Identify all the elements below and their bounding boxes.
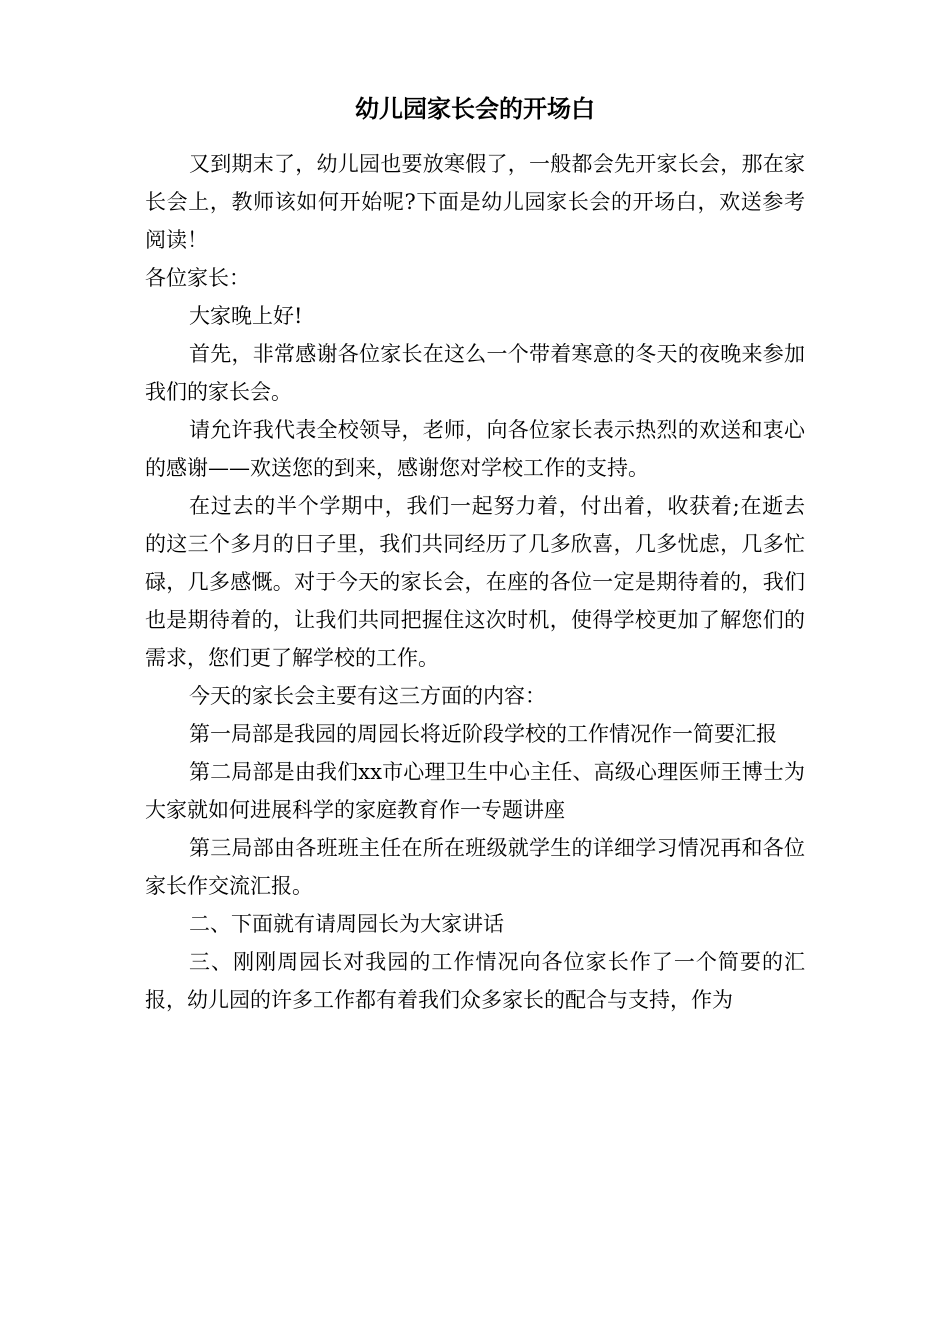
agenda-intro: 今天的家长会主要有这三方面的内容： [189, 684, 546, 708]
document-body [145, 145, 805, 1019]
document-title: 幼儿园家长会的开场白 [355, 94, 595, 123]
agenda-item-1: 第一局部是我园的周园长将近阶段学校的工作情况作一简要汇报 [189, 722, 777, 746]
thanks-paragraph: 首先，非常感谢各位家长在这么一个带着寒意的冬天的夜晚来参加我们的家长会。 [145, 342, 805, 404]
greeting: 大家晚上好! [189, 304, 303, 328]
agenda-item-3: 第三局部由各班班主任在所在班级就学生的详细学习情况再和各位家长作交流汇报。 [145, 836, 805, 898]
section-two: 二、下面就有请周园长为大家讲话 [189, 912, 504, 936]
welcome-paragraph: 请允许我代表全校领导，老师，向各位家长表示热烈的欢送和衷心的感谢——欢送您的到来，感谢您对学校工作的支持。 [145, 418, 805, 480]
salutation: 各位家长： [145, 266, 250, 290]
section-three: 三、刚刚周园长对我园的工作情况向各位家长作了一个简要的汇报，幼儿园的许多工作都有着我们众多家长的配合与支持，作为 [145, 950, 805, 1012]
agenda-item-2: 第二局部是由我们xx市心理卫生中心主任、高级心理医师王博士为大家就如何进展科学的家庭教育作一专题讲座 [145, 760, 805, 822]
semester-paragraph: 在过去的半个学期中，我们一起努力着，付出着，收获着;在逝去的这三个多月的日子里，我们共同经历了几多欣喜，几多忧虑，几多忙碌，几多感慨。对于今天的家长会，在座的各位一定是期待着的，我们也是期待着的，让我们共同把握住这次时机，使得学校更加了解您们的需求，您们更了解学校的工作。 [145, 494, 805, 670]
intro-paragraph: 又到期末了，幼儿园也要放寒假了，一般都会先开家长会，那在家长会上，教师该如何开始呢?下面是幼儿园家长会的开场白，欢送参考阅读！ [145, 152, 805, 252]
